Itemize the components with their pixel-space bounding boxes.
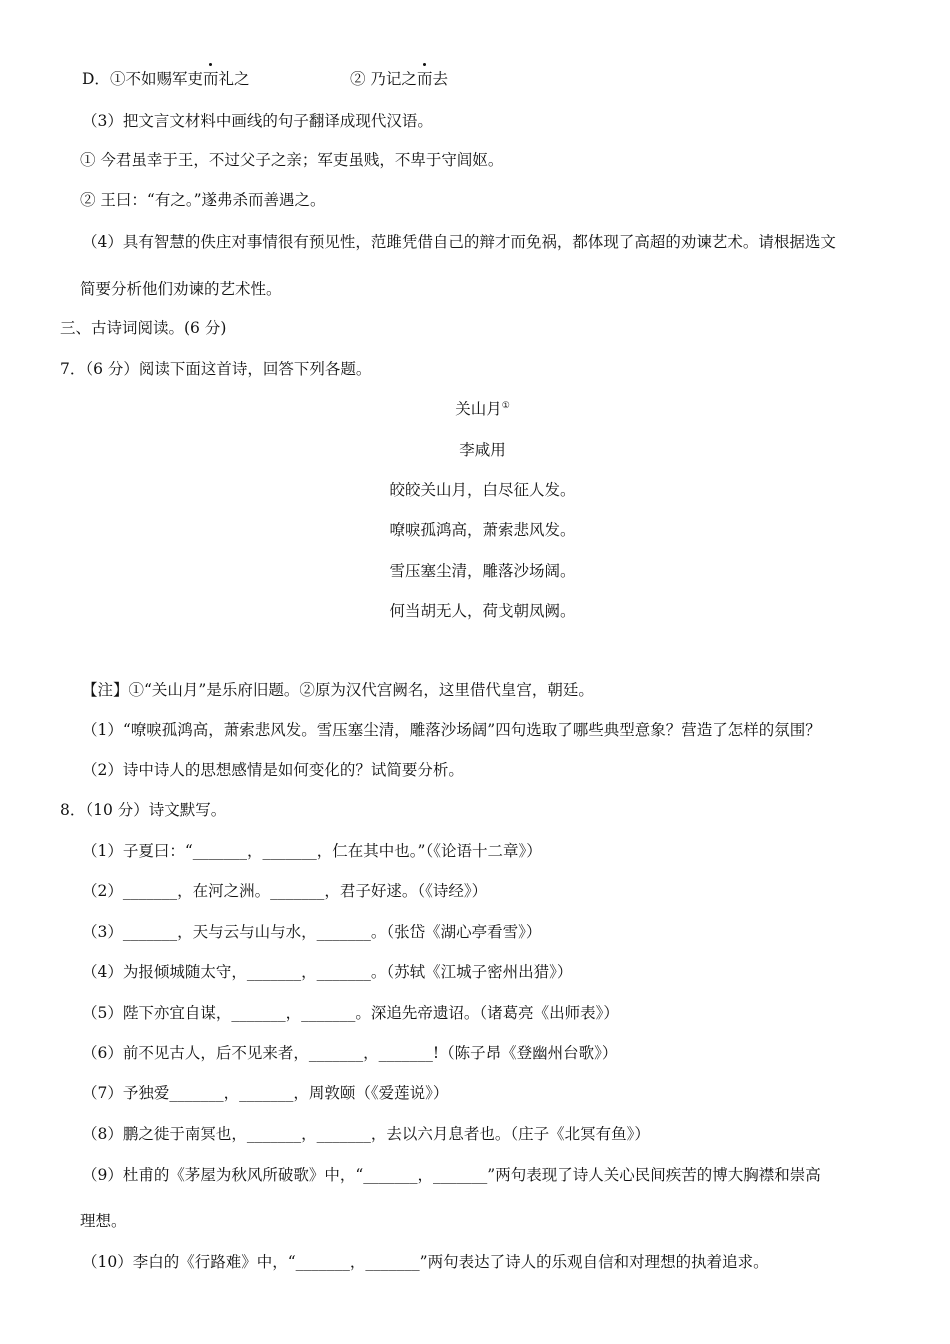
section-title: 三、古诗词阅读。(6 分) (60, 319, 227, 337)
poem-line: 嘹唳孤鸿高，萧索悲风发。 (389, 521, 576, 539)
q4-line-2: 简要分析他们劝谏的艺术性。 (80, 280, 282, 298)
poem-title-note: ① (501, 400, 510, 411)
q8-item: （6）前不见古人，后不见来者，_______，_______!（陈子昂《登幽州台歌》） (82, 1044, 618, 1062)
poem-line: 何当胡无人，荷戈朝凤阙。 (389, 602, 576, 620)
q8-item: （8）鹏之徙于南冥也，_______，_______，去以六月息者也。（庄子《北冥有鱼》） (82, 1125, 650, 1143)
q8-item: （3）_______，天与云与山与水，_______。（张岱《湖心亭看雪》） (82, 923, 542, 941)
option-d-part1-post: 礼之 (218, 70, 250, 88)
q8-item: （5）陛下亦宜自谋，_______，_______。深追先帝遗诏。（诸葛亮《出师表》） (82, 1004, 619, 1022)
q3-sentence-2: ② 王曰：“有之。”遂弗杀而善遇之。 (80, 191, 326, 209)
poem-author: 李咸用 (459, 441, 506, 459)
q8-item: （9）杜甫的《茅屋为秋风所破歌》中，“_______，_______”两句表现了诗人关心民间疾苦的博大胸襟和崇高 (82, 1166, 821, 1184)
q3-sentence-1: ① 今君虽幸于王，不过父子之亲；军吏虽贱，不卑于守闾妪。 (80, 151, 504, 169)
q8-item: （10）李白的《行路难》中，“_______，_______”两句表达了诗人的乐观自信和对理想的执着追求。 (82, 1253, 769, 1271)
emphasis-char: 而 (202, 70, 219, 88)
q8-item: （1）子夏曰：“_______，_______，仁在其中也。”（《论语十二章》） (82, 842, 542, 860)
q8-item: （2）_______，在河之洲。_______，君子好逑。（《诗经》） (82, 882, 488, 900)
q7-sub-2: （2）诗中诗人的思想感情是如何变化的？试简要分析。 (82, 761, 464, 779)
option-d-part1-pre: ①不如赐军吏 (109, 70, 203, 88)
emphasis-char: 而 (416, 70, 433, 88)
poem-note: 【注】①“关山月”是乐府旧题。②原为汉代宫阙名，这里借代皇宫，朝廷。 (82, 681, 594, 699)
q4-line-1: （4）具有智慧的佚庄对事情很有预见性，范雎凭借自己的辩才而免祸，都体现了高超的劝谏艺术。请根据选文 (82, 233, 836, 251)
poem-line: 皎皎关山月，白尽征人发。 (389, 481, 576, 499)
q8-item-continuation: 理想。 (80, 1212, 127, 1230)
q7-heading: 7．（6 分）阅读下面这首诗，回答下列各题。 (60, 360, 372, 378)
poem-title (0, 399, 950, 419)
q8-item: （7）予独爱_______，_______，周敦颐（《爱莲说》） (82, 1084, 449, 1102)
option-d-part2-post: 去 (432, 70, 448, 88)
poem-line: 雪压塞尘清，雕落沙场阔。 (389, 562, 576, 580)
option-d-part2-pre: ② 乃记之 (350, 70, 417, 88)
q8-item: （4）为报倾城随太守，_______，_______。（苏轼《江城子密州出猎》） (82, 963, 573, 981)
option-d-part2 (350, 69, 448, 89)
q7-sub-1: （1）“嘹唳孤鸿高，萧索悲风发。雪压塞尘清，雕落沙场阔”四句选取了哪些典型意象？营造了怎样的氛围？ (82, 721, 821, 739)
option-d-label: D． (82, 70, 110, 88)
q3-title: （3）把文言文材料中画线的句子翻译成现代汉语。 (82, 112, 433, 130)
option-d-line (82, 69, 249, 89)
q8-heading: 8．（10 分）诗文默写。 (60, 801, 227, 819)
poem-title-text: 关山月 (455, 400, 502, 418)
